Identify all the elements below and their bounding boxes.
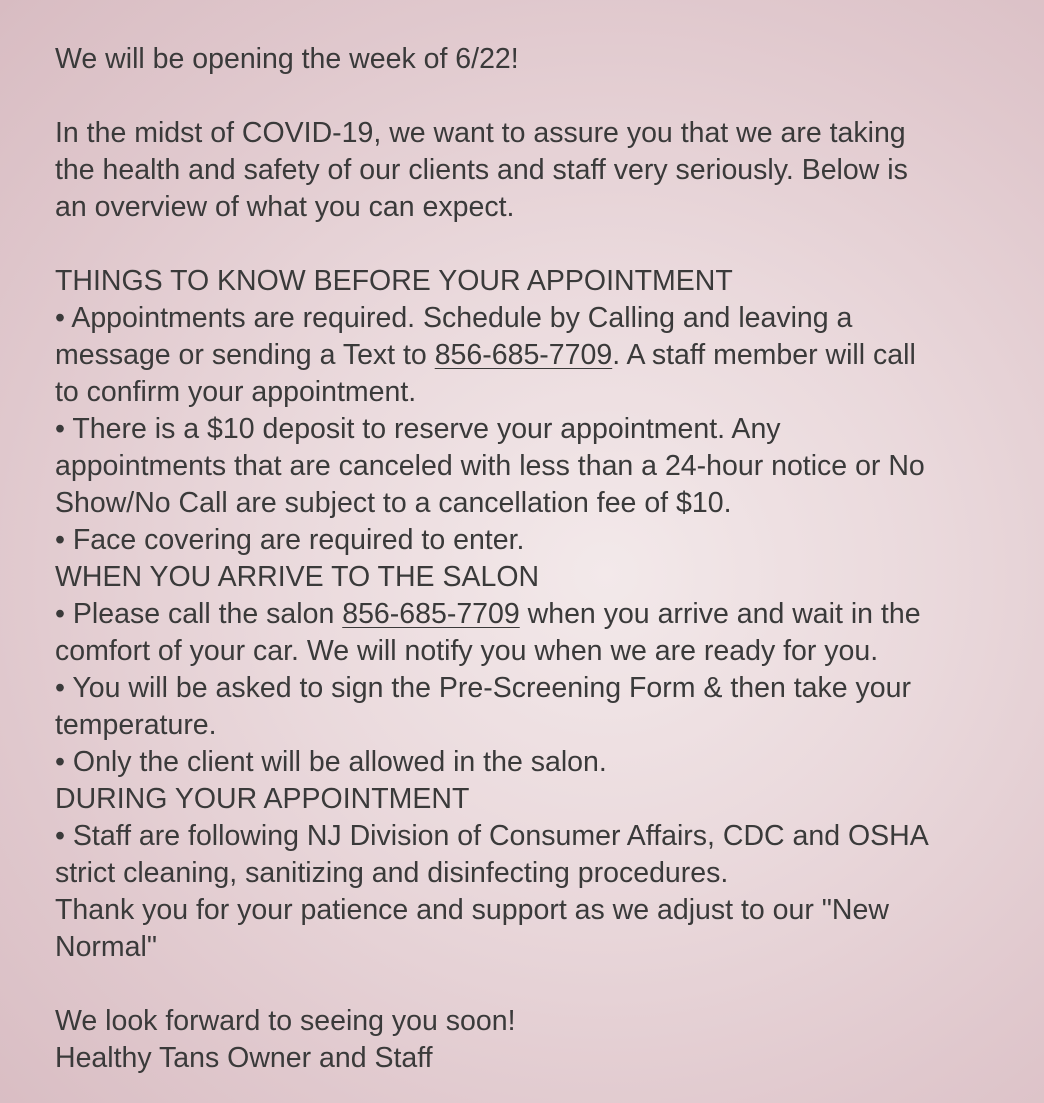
salon-reopening-notice [55, 41, 1015, 1077]
intro-line: In the midst of COVID-19, we want to assure you that we are taking [55, 117, 906, 149]
section-heading-arrive: WHEN YOU ARRIVE TO THE SALON [55, 561, 540, 593]
spacer [55, 78, 1015, 115]
thanks-line: Thank you for your patience and support as we adjust to our "New [55, 894, 889, 926]
during-item-cleaning-cont: strict cleaning, sanitizing and disinfecting procedures. [55, 857, 729, 889]
thanks-line: Normal" [55, 931, 157, 963]
during-item-cleaning: • Staff are following NJ Division of Consumer Affairs, CDC and OSHA [55, 820, 929, 852]
closing-line: We look forward to seeing you soon! [55, 1005, 516, 1037]
intro-line: the health and safety of our clients and staff very seriously. Below is [55, 154, 908, 186]
phone-link[interactable]: 856-685-7709 [342, 598, 520, 630]
phone-link[interactable]: 856-685-7709 [434, 339, 613, 371]
spacer [55, 226, 1015, 263]
before-item-appointments: • Appointments are required. Schedule by Calling and leaving a [55, 302, 853, 334]
text-segment: . A staff member will call [612, 339, 916, 371]
before-item-deposit-cont: Show/No Call are subject to a cancellation fee of $10. [55, 487, 732, 519]
arrive-item-client-only: • Only the client will be allowed in the salon. [55, 746, 607, 778]
before-item-deposit-cont: appointments that are canceled with less than a 24-hour notice or No [55, 450, 925, 482]
section-heading-during: DURING YOUR APPOINTMENT [55, 783, 470, 815]
arrive-item-screening-cont: temperature. [55, 709, 217, 741]
arrive-item-call-cont: comfort of your car. We will notify you when we are ready for you. [55, 635, 879, 667]
before-item-appointments-cont: to confirm your appointment. [55, 376, 417, 408]
section-heading-before: THINGS TO KNOW BEFORE YOUR APPOINTMENT [55, 265, 733, 297]
opening-announcement: We will be opening the week of 6/22! [55, 43, 519, 75]
before-item-face-covering: • Face covering are required to enter. [55, 524, 525, 556]
signature-line: Healthy Tans Owner and Staff [55, 1042, 433, 1074]
arrive-item-call [55, 596, 1015, 633]
spacer [55, 966, 1015, 1003]
text-segment: message or sending a Text to [55, 339, 435, 371]
before-item-deposit: • There is a $10 deposit to reserve your appointment. Any [55, 413, 781, 445]
intro-line: an overview of what you can expect. [55, 191, 515, 223]
text-segment: when you arrive and wait in the [519, 598, 921, 630]
arrive-item-screening: • You will be asked to sign the Pre-Screening Form & then take your [55, 672, 911, 704]
text-segment: • Please call the salon [55, 598, 343, 630]
before-item-appointments-cont [55, 337, 1015, 374]
